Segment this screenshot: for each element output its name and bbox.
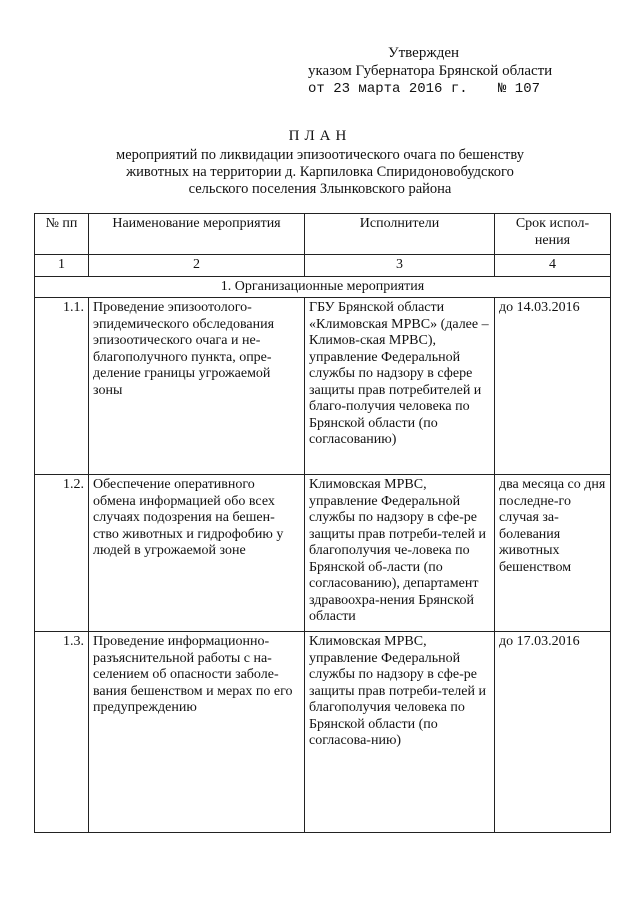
row-number: 1.3. [35, 632, 89, 833]
title-line-2: животных на территории д. Карпиловка Спиридоновобудского [126, 164, 514, 180]
row-deadline: до 17.03.2016 [495, 632, 611, 833]
approval-line-3 [308, 80, 608, 98]
row-name: Проведение информационно-разъяснительной работы с на-селением об опасности заболе-вания бешенством и мерах по его предупреждению [89, 632, 305, 833]
approval-prefix: от [308, 81, 325, 97]
table-row [35, 475, 611, 632]
row-deadline: два месяца со дня последне-го случая за-болевания животных бешенством [495, 475, 611, 632]
row-number: 1.1. [35, 298, 89, 475]
table-row [35, 632, 611, 833]
table-header-row [35, 214, 611, 255]
column-number: 4 [495, 255, 611, 277]
column-numbers-row [35, 255, 611, 277]
row-name: Обеспечение оперативного обмена информацией обо всех случаях подозрения на бешен-ство животных и гидрофобию у людей в угрожаемой зоне [89, 475, 305, 632]
column-number: 3 [305, 255, 495, 277]
table-row [35, 298, 611, 475]
row-deadline: до 14.03.2016 [495, 298, 611, 475]
title-line-1: мероприятий по ликвидации эпизоотического очага по бешенству [116, 147, 524, 163]
title-plan: ПЛАН [288, 128, 352, 144]
plan-table [34, 213, 611, 833]
row-number: 1.2. [35, 475, 89, 632]
header-executors: Исполнители [305, 214, 495, 255]
approval-date: 23 марта 2016 г. [333, 81, 468, 97]
row-name: Проведение эпизоотолого-эпидемического обследования эпизоотического очага и не-благополучного пункта, опре-деление границы угрожаемой зоны [89, 298, 305, 475]
row-executors: Климовская МРВС, управление Федеральной службы по надзору в сфе-ре защиты прав потреби-телей и благополучия че-ловека по Брянской об-ласти (по согласованию), департамент здравоохра-нения Брянской области [305, 475, 495, 632]
header-num: № пп [35, 214, 89, 255]
approval-line-1: Утвержден [388, 45, 460, 61]
row-executors: Климовская МРВС, управление Федеральной службы по надзору в сфе-ре защиты прав потреби-телей и благополучия человека по Брянской области (по согласова-нию) [305, 632, 495, 833]
section-title: 1. Организационные мероприятия [35, 276, 611, 298]
header-deadline: Срок испол-нения [495, 214, 611, 255]
column-number: 2 [89, 255, 305, 277]
approval-stamp [308, 44, 608, 98]
approval-number: № 107 [498, 81, 541, 97]
title-line-3: сельского поселения Злынковского района [188, 181, 452, 197]
document-title [40, 128, 600, 198]
row-executors: ГБУ Брянской области «Климовская МРВС» (далее – Климов-ская МРВС), управление Федеральной службы по надзору в сфере защиты прав потребителей и благо-получия человека по Брянской области (по согласованию) [305, 298, 495, 475]
approval-line-2: указом Губернатора Брянской области [308, 63, 553, 79]
header-name: Наименование мероприятия [89, 214, 305, 255]
column-number: 1 [35, 255, 89, 277]
section-row [35, 276, 611, 298]
